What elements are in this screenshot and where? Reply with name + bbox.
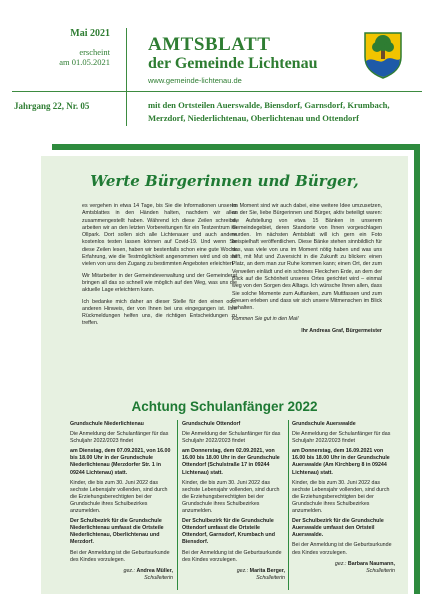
school-column-auerswalde bbox=[292, 421, 395, 575]
documents-note: Bei der Anmeldung ist die Geburtsurkunde des Kindes vorzulegen. bbox=[182, 549, 282, 563]
districts-line: mit den Ortsteilen Auerswalde, Biensdorf, Garnsdorf, Krumbach, Merzdorf, Niederlichtenau, Oberlichtenau und Ottendorf bbox=[148, 100, 390, 123]
greeting-title: Werte Bürgerinnen und Bürger, bbox=[90, 172, 359, 190]
coat-of-arms-icon bbox=[363, 31, 403, 79]
principal-role: Schulleiterin bbox=[256, 574, 285, 581]
registration-intro: Die Anmeldung der Schulanfänger für das Schuljahr 2022/2023 findet bbox=[182, 431, 281, 445]
documents-note: Bei der Anmeldung ist die Geburtsurkunde des Kindes vorzulegen. bbox=[292, 542, 392, 556]
website-link[interactable]: www.gemeinde-lichtenau.de bbox=[148, 76, 242, 85]
erscheint-label: erscheint bbox=[79, 47, 110, 57]
column-divider bbox=[288, 420, 289, 590]
greeting-column-right bbox=[232, 203, 382, 339]
erscheint-date: am 01.05.2021 bbox=[59, 57, 110, 67]
school-column-niederlichtenau bbox=[70, 421, 173, 582]
registration-date: am Donnerstag, dem 02.09.2021, von 16.00 bis 18.00 Uhr in der Grundschule Ottendorf (Schulstraße 17 in 09244 Lichtenau) statt. bbox=[182, 448, 280, 476]
header-divider-vertical bbox=[126, 28, 127, 126]
issue-info bbox=[0, 28, 116, 67]
school-column-ottendorf bbox=[182, 421, 285, 582]
school-name: Grundschule Auerswalde bbox=[292, 421, 356, 427]
masthead-subtitle: der Gemeinde Lichtenau bbox=[148, 55, 318, 72]
registration-intro: Die Anmeldung der Schulanfänger für das Schuljahr 2022/2023 findet bbox=[70, 431, 169, 445]
signed-label: gez.: bbox=[123, 567, 136, 574]
registration-intro: Die Anmeldung der Schulanfänger für das Schuljahr 2022/2023 findet bbox=[292, 431, 391, 445]
registration-date: am Donnerstag, dem 16.09.2021 von 16.00 bis 18.00 Uhr in der Grundschule Auerswalde (Am Kirchberg 8 in 09244 Lichtenau) statt. bbox=[292, 448, 390, 476]
principal-name: Barbara Naumann, bbox=[347, 560, 395, 567]
greeting-paragraph: es vergehen in etwa 14 Tage, bis Sie die Informationen unseres Amtsblattes in den Händen halten, nachdem wir alles zusammengestellt haben. Während ich diese Zeilen schreibe, arbeiten wir an den letzten Vorbereitungen für ein Testzentrum im Ollpark. Dort sollen sich alle Lichtenauer und auch andere kostenlos testen lassen können auf Covid-19. Und wenn Sie diese Zeilen lesen, haben wir bestenfalls schon eine gute Woche Erfahrung, wie die Testmöglichkeit angenommen wird und ob sie vielen von uns den Zugang zu bestimmten Angeboten erleichtert. bbox=[82, 203, 237, 268]
signed-label: gez.: bbox=[334, 560, 347, 567]
issue-date: Mai 2021 bbox=[70, 28, 110, 39]
header-divider-horizontal bbox=[12, 91, 422, 92]
greeting-column-left bbox=[82, 203, 237, 332]
frame-bar-right bbox=[414, 144, 420, 594]
principal-signature bbox=[292, 561, 395, 575]
publication-date bbox=[0, 47, 116, 67]
eligibility-text: Kinder, die bis zum 30. Juni 2022 das sechste Lebensjahr vollenden, sind durch die Erziehungsberechtigten bei der Grundschule ihres Schulbezirkes anzumelden. bbox=[292, 479, 390, 515]
masthead-title: AMTSBLATT bbox=[148, 34, 271, 55]
principal-role: Schulleiterin bbox=[366, 567, 395, 574]
signed-label: gez.: bbox=[236, 567, 249, 574]
greeting-paragraph: Ich bedanke mich daher an dieser Stelle für den einen oder anderen Hinweis, der von Ihnen bei uns eingegangen ist. Ihre Rückmeldungen helfen uns, die richtigen Entscheidungen zu treffen. bbox=[82, 298, 237, 327]
school-district: Der Schulbezirk für die Grundschule Auerswalde umfasst den Ortsteil Auerswalde. bbox=[292, 518, 384, 539]
greeting-closing: Kommen Sie gut in den Mai! bbox=[232, 316, 299, 323]
principal-signature bbox=[182, 568, 285, 582]
eligibility-text: Kinder, die bis zum 30. Juni 2022 das sechste Lebensjahr vollenden, sind durch die Erziehungsberechtigten bei der Grundschule ihres Schulbezirkes anzumelden. bbox=[70, 479, 168, 515]
registration-date: am Dienstag, dem 07.09.2021, von 16.00 bis 18.00 Uhr in der Grundschule Niederlichtenau (Merzdorfer Str. 1 in 09244 Lichtenau) statt. bbox=[70, 448, 171, 476]
frame-bar-top bbox=[52, 144, 420, 150]
documents-note: Bei der Anmeldung ist die Geburtsurkunde des Kindes vorzulegen. bbox=[70, 549, 170, 563]
section-title-schulanfaenger: Achtung Schulanfänger 2022 bbox=[131, 399, 318, 414]
principal-name: Andrea Müller, bbox=[136, 567, 173, 574]
column-divider bbox=[177, 420, 178, 590]
greeting-paragraph: Im Moment sind wir auch dabei, eine weitere Idee umzusetzen, an der Sie, liebe Bürgerinnen und Bürger, aktiv beteiligt waren: die Aufstellung von etwa 15 Bänken in unserem Gemeindegebiet, deren Standorte von Ihnen vorgeschlagen wurden. Im nächsten Amtsblatt will ich gern ein Foto beispielhaft veröffentlichen. Diese Bänke stehen sinnbildlich für das, was viele von uns im Moment nötig haben und was uns hilft, mit Mut und Zuversicht in die Zukunft zu blicken: einen Platz, an dem man zur Ruhe kommen kann; einen Ort, der zum Verweilen einlädt und ein schönes Fleckchen Erde, an dem der Blick auf die Schönheit unseres Ortes gerichtet wird – einmal weg von den Sorgen des Alltags. Ich wünsche Ihnen allen, dass Sie solche Momente zum Auftanken, zum Muttfassen und zum Freuen erleben und dass wir sich unsere Mitmenschen im Blick behalten. bbox=[232, 203, 382, 312]
school-district: Der Schulbezirk für die Grundschule Niederlichtenau umfasst die Ortsteile Niederlichtenau, Oberlichtenau und Merzdorf. bbox=[70, 518, 164, 546]
principal-signature bbox=[70, 568, 173, 582]
principal-role: Schulleiterin bbox=[144, 574, 173, 581]
principal-name: Marita Berger, bbox=[249, 567, 285, 574]
mayor-signature: Ihr Andreas Graf, Bürgermeister bbox=[301, 327, 382, 334]
volume-number: Jahrgang 22, Nr. 05 bbox=[14, 101, 90, 111]
school-name: Grundschule Niederlichtenau bbox=[70, 421, 144, 427]
school-name: Grundschule Ottendorf bbox=[182, 421, 241, 427]
school-district: Der Schulbezirk für die Grundschule Ottendorf umfasst die Ortsteile Ottendorf, Garnsdorf, Krumbach und Biensdorf. bbox=[182, 518, 275, 546]
eligibility-text: Kinder, die bis zum 30. Juni 2022 das sechste Lebensjahr vollenden, sind durch die Erziehungsberechtigten bei der Grundschule ihres Schulbezirkes anzumelden. bbox=[182, 479, 280, 515]
greeting-paragraph: Wir Mitarbeiter in der Gemeindeverwaltung und der Gemeinderat bringen all das so schnell wie möglich auf den Weg, was uns die aktuelle Lage erleichtern kann. bbox=[82, 272, 237, 294]
